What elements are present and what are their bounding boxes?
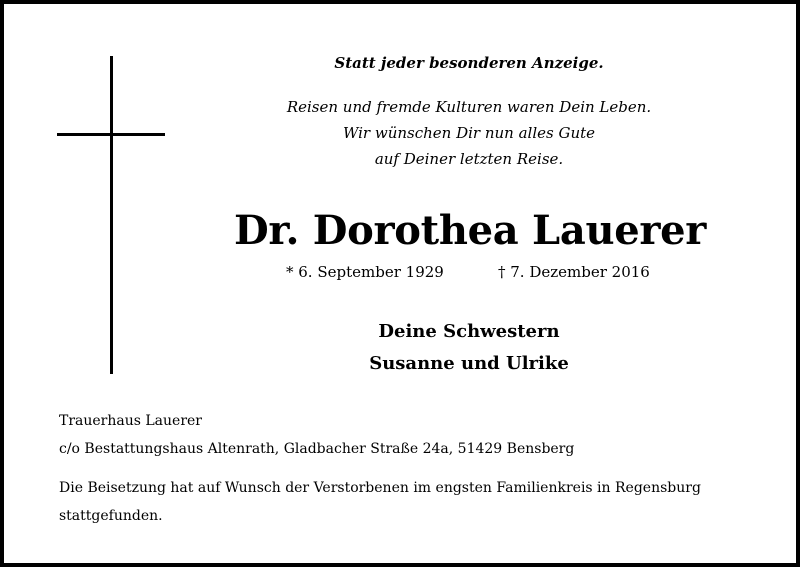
- mourners: [244, 316, 694, 380]
- mourners-line: Deine Schwestern: [378, 321, 560, 342]
- burial-note: [59, 474, 759, 530]
- intro-line: Statt jeder besonderen Anzeige.: [334, 54, 604, 72]
- cross-vertical-bar: [110, 56, 113, 374]
- deceased-name: Dr. Dorothea Lauerer: [234, 207, 707, 254]
- verse-line: Wir wünschen Dir nun alles Gute: [342, 124, 596, 142]
- address-line: Trauerhaus Lauerer: [59, 413, 203, 429]
- note-line: Die Beisetzung hat auf Wunsch der Verstorbenen im engsten Familienkreis in Regensburg: [59, 480, 701, 496]
- memorial-verse: [244, 94, 694, 172]
- birth-date: * 6. September 1929: [286, 263, 444, 281]
- mourning-address: [59, 407, 574, 463]
- verse-line: Reisen und fremde Kulturen waren Dein Leben.: [286, 98, 652, 116]
- death-date: † 7. Dezember 2016: [498, 263, 650, 281]
- mourners-line: Susanne und Ulrike: [369, 353, 569, 374]
- verse-line: auf Deiner letzten Reise.: [374, 150, 564, 168]
- cross-horizontal-bar: [57, 133, 165, 136]
- note-line: stattgefunden.: [59, 508, 163, 524]
- address-line: c/o Bestattungshaus Altenrath, Gladbacher Straße 24a, 51429 Bensberg: [59, 441, 575, 457]
